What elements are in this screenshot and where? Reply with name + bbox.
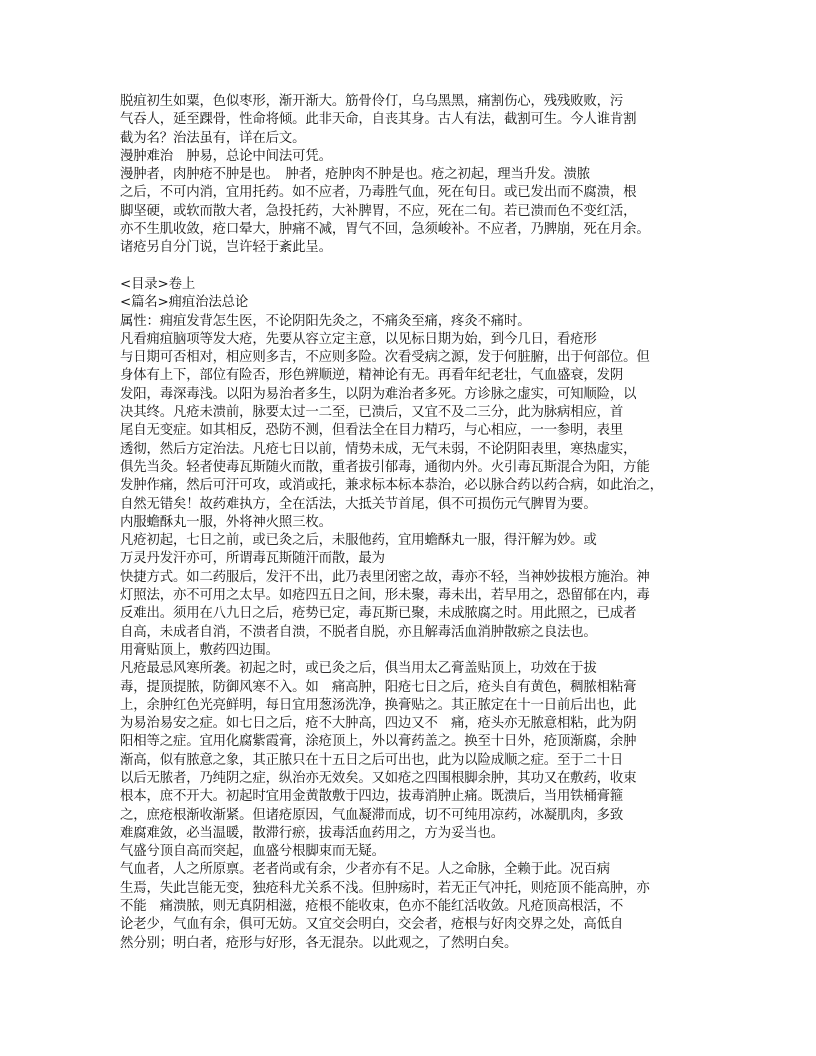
text-line: 然分别；明白者，疮形与好形，各无混杂。以此观之，了然明白矣。 — [120, 935, 518, 951]
text-line: 毒，提顶提脓，防御风寒不入。如 痛高肿，阳疮七日之后，疮头自有黄色，稠脓相粘膏 — [120, 679, 637, 695]
text-line: 内服蟾酥丸一服，外将神火照三枚。 — [120, 514, 332, 530]
text-line: 万灵丹发汗亦可，所谓毒瓦斯随汗而散，最为 — [120, 551, 385, 567]
text-line: 为易治易安之症。如七日之后，疮不大肿高，四边又不 痛，疮头亦无脓意相粘，此为阴 — [120, 716, 637, 732]
paragraph-gap — [120, 258, 680, 276]
text-line: 阳相等之症。宜用化腐紫霞膏，涂疮顶上，外以膏药盖之。换至十日外，疮顶渐腐，余肿 — [120, 734, 637, 750]
text-line: 凡疮最忌风寒所袭。初起之时，或已灸之后，俱当用太乙膏盖贴顶上，功效在于拔 — [120, 661, 597, 677]
catalog-label: <目录>卷上 — [120, 276, 196, 292]
text-line: 之，庶疮根渐收渐紧。但诸疮原因，气血凝滞而成，切不可纯用凉药，冰凝肌肉，多致 — [120, 807, 624, 823]
text-line: 决其终。凡疮未溃前，脉要太过一二至，已溃后，又宜不及二三分，此为脉病相应，首 — [120, 405, 624, 421]
document-page — [120, 93, 680, 953]
text-line: 诸疮另自分门说，岂许轻于紊此呈。 — [120, 240, 332, 256]
text-line: 不能 痛溃脓，则无真阴相滋，疮根不能收束，色亦不能红活收敛。凡疮顶高根活，不 — [120, 899, 624, 915]
text-line: 快捷方式。如二药服后，发汗不出，此乃表里闭密之故，毒亦不轻，当神妙拔根方施治。神 — [120, 569, 650, 585]
text-line: 脚坚硬，或软而散大者，急投托药，大补脾胃，不应，死在二旬。若已溃而色不变红活， — [120, 203, 637, 219]
text-block-tuoju — [120, 93, 680, 258]
text-line: 用膏贴顶上，敷药四边围。 — [120, 642, 279, 658]
text-line: 漫肿者，肉肿疮不肿是也。 肿者，疮肿肉不肿是也。疮之初起，理当升发。溃脓 — [120, 167, 590, 183]
text-line: 透彻，然后方定治法。凡疮七日以前，情势未成，无气未弱，不论阴阳表里，寒热虚实， — [120, 441, 637, 457]
text-line: 亦不生肌收敛，疮口晕大，肿痛不减，胃气不回，急须峻补。不应者，乃脾崩，死在月余。 — [120, 222, 650, 238]
text-line: 身体有上下，部位有险否，形色辨顺逆，精神论有无。再看年纪老壮，气血盛衰，发阴 — [120, 368, 624, 384]
text-line: 自高，未成者自消，不溃者自溃，不脱者自脱，亦且解毒活血消肿散瘀之良法也。 — [120, 624, 597, 640]
text-line: 自然无错矣！故药难执方，全在活法，大抵关节首尾，俱不可损伤元气脾胃为要。 — [120, 496, 597, 512]
text-line: 与日期可否相对，相应则多吉，不应则多险。次看受病之源，发于何脏腑，出于何部位。但 — [120, 350, 650, 366]
text-line: 气盛兮顶自高而突起，血盛兮根脚束而无疑。 — [120, 844, 385, 860]
text-line: 发肿作痛，然后可汗可攻，或消或托，兼求标本标本恭治，必以脉合药以药合病，如此治之， — [120, 478, 663, 494]
chapter-title: <篇名>痈疽治法总论 — [120, 295, 249, 311]
text-line: 俱先当灸。轻者使毒瓦斯随火而散，重者拔引郁毒，通彻内外。火引毒瓦斯混合为阳，方能 — [120, 459, 650, 475]
text-line: 渐高，似有脓意之象，其正脓只在十五日之后可出也，此为以险成顺之症。至于二十日 — [120, 752, 624, 768]
text-line: 凡看痈疽脑项等发大疮，先要从容立定主意，以见标日期为始，到今几日，看疮形 — [120, 331, 597, 347]
text-line: 反难出。须用在八九日之后，疮势已定，毒瓦斯已聚，未成脓腐之时。用此照之，已成者 — [120, 606, 637, 622]
text-line: 上，余肿红色光亮鲜明，每日宜用葱汤洗净，换膏贴之。其正脓定在十一日前后出也，此 — [120, 697, 637, 713]
text-line: 尾自无变症。如其相反，恐防不测，但看法全在目力精巧，与心相应，一一参明，表里 — [120, 423, 624, 439]
text-line: 脱疽初生如粟，色似枣形，渐开渐大。筋骨伶仃，乌乌黑黑，痛割伤心，残残败败，污 — [120, 94, 624, 109]
text-line: 根本，庶不开大。初起时宜用金黄散敷于四边，拔毒消肿止痛。既溃后，当用铁桶膏箍 — [120, 789, 624, 805]
text-line: 发阳，毒深毒浅。以阳为易治者多生，以阴为难治者多死。方诊脉之虚实，可知顺险，以 — [120, 386, 637, 402]
text-line: 属性：痈疽发背怎生医，不论阴阳先灸之，不痛灸至痛，疼灸不痛时。 — [120, 313, 531, 329]
text-line: 凡疮初起，七日之前，或已灸之后，未服他药，宜用蟾酥丸一服，得汗解为妙。或 — [120, 533, 597, 549]
text-block-zonglun — [120, 276, 680, 953]
text-line: 气吞人，延至踝骨，性命将倾。此非天命，自丧其身。古人有法，截割可生。今人谁肯割 — [120, 112, 637, 128]
text-line: 难腐难敛，必当温暖，散滞行瘀，拔毒活血药用之，方为妥当也。 — [120, 825, 504, 841]
text-line: 气血者，人之所原禀。老者尚或有余，少者亦有不足。人之命脉，全赖于此。况百病 — [120, 862, 610, 878]
text-line: 以后无脓者，乃纯阴之症，纵治亦无效矣。又如疮之四围根脚余肿，其功又在敷药，收束 — [120, 770, 637, 786]
text-line: 截为名？治法虽有，详在后文。 — [120, 130, 306, 146]
text-line: 之后，不可内消，宜用托药。如不应者，乃毒胜气血，死在旬日。或已发出而不腐溃，根 — [120, 185, 637, 201]
text-line: 生焉，失此岂能无变，独疮科尤关系不浅。但肿疡时，若无正气冲托，则疮顶不能高肿，亦 — [120, 880, 650, 896]
text-line: 论老少，气血有余，俱可无妨。又宜交会明白，交会者，疮根与好肉交界之处，高低自 — [120, 917, 624, 933]
text-line: 灯照法，亦不可用之太早。如疮四五日之间，形未聚，毒未出，若早用之，恐留郁在内，毒 — [120, 588, 650, 604]
section-heading: 漫肿难治 肿易，总论中间法可凭。 — [120, 148, 332, 164]
